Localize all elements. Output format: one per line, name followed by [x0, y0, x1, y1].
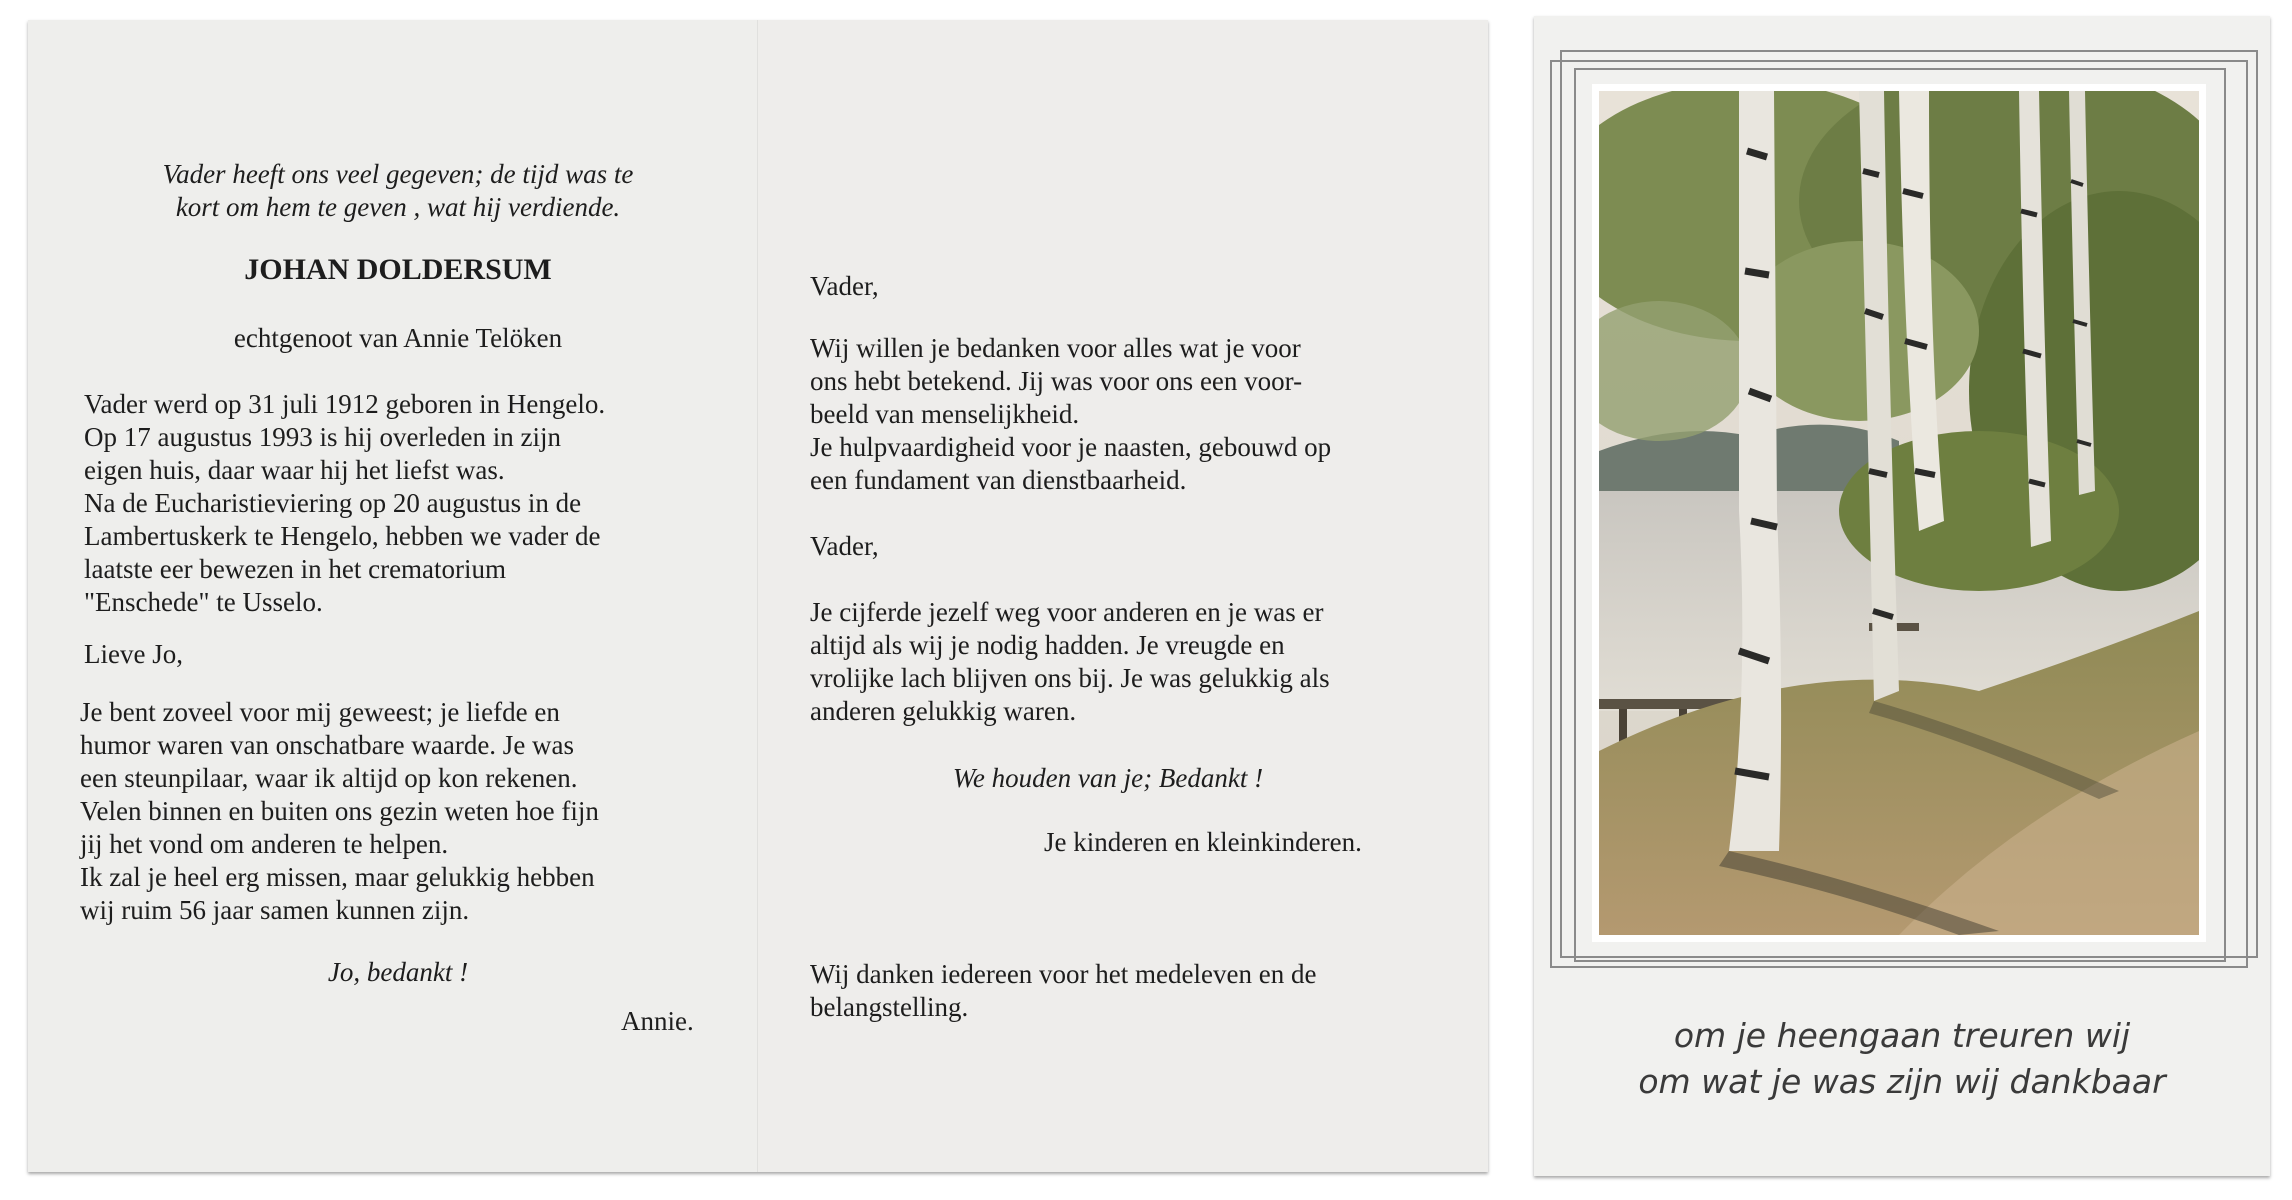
signature-annie: Annie.	[621, 1006, 694, 1036]
photo-card	[1534, 16, 2270, 1176]
bio-line: Vader werd op 31 juli 1912 geboren in Hengelo.	[84, 389, 606, 419]
bio-line: "Enschede" te Usselo.	[84, 587, 323, 617]
paragraph-line: een fundament van dienstbaarheid.	[810, 465, 1187, 495]
bio-line: eigen huis, daar waar hij het liefst was.	[84, 455, 505, 485]
salutation-jo: Lieve Jo,	[84, 639, 183, 669]
paragraph-line: anderen gelukkig waren.	[810, 696, 1077, 726]
thanks-line: Wij danken iedereen voor het medeleven en de	[810, 959, 1317, 989]
paragraph-line: beeld van menselijkheid.	[810, 399, 1080, 429]
message-line: Velen binnen en buiten ons gezin weten hoe fijn	[80, 796, 599, 826]
message-line: een steunpilaar, waar ik altijd op kon rekenen.	[80, 763, 578, 793]
bio-line: Op 17 augustus 1993 is hij overleden in zijn	[84, 422, 561, 452]
epigraph-line-2: kort om hem te geven , wat hij verdiende.	[175, 192, 621, 222]
caption-line-1: om je heengaan treuren wij	[1673, 1016, 2131, 1055]
bio-line: Na de Eucharistieviering op 20 augustus in de	[84, 488, 582, 518]
thanks-line: belangstelling.	[810, 992, 969, 1022]
salutation-vader-1: Vader,	[810, 271, 879, 301]
message-line: wij ruim 56 jaar samen kunnen zijn.	[80, 895, 470, 925]
right-page	[758, 20, 1488, 1172]
bio-line: laatste eer bewezen in het crematorium	[84, 554, 507, 584]
paragraph-line: Wij willen je bedanken voor alles wat je voor	[810, 333, 1301, 363]
deceased-name: JOHAN DOLDERSUM	[244, 253, 552, 286]
message-line: Ik zal je heel erg missen, maar gelukkig hebben	[80, 862, 595, 892]
paragraph-line: vrolijke lach blijven ons bij. Je was gelukkig als	[810, 663, 1330, 693]
signature-kinderen: Je kinderen en kleinkinderen.	[1044, 827, 1362, 857]
message-line: humor waren van onschatbare waarde. Je was	[80, 730, 575, 760]
message-line: jij het vond om anderen te helpen.	[80, 829, 449, 859]
paragraph-line: ons hebt betekend. Jij was voor ons een voor-	[810, 366, 1303, 396]
spouse-line: echtgenoot van Annie Telöken	[233, 323, 563, 353]
paragraph-line: altijd als wij je nodig hadden. Je vreugde en	[810, 630, 1285, 660]
paragraph-line: Je hulpvaardigheid voor je naasten, gebouwd op	[810, 432, 1332, 462]
epigraph-line-1: Vader heeft ons veel gegeven; de tijd was te	[162, 159, 634, 189]
closing-jo-bedankt: Jo, bedankt !	[327, 957, 469, 987]
closing-bedankt: We houden van je; Bedankt !	[952, 763, 1264, 793]
left-page	[28, 20, 758, 1172]
salutation-vader-2: Vader,	[810, 531, 879, 561]
bio-line: Lambertuskerk te Hengelo, hebben we vader de	[84, 521, 601, 551]
caption-line-2: om wat je was zijn wij dankbaar	[1638, 1062, 2166, 1101]
paragraph-line: Je cijferde jezelf weg voor anderen en je was er	[810, 597, 1324, 627]
memorial-card-spread	[28, 20, 1488, 1172]
birch-trees-by-lake-photo	[1592, 84, 2206, 942]
message-line: Je bent zoveel voor mij geweest; je liefde en	[80, 697, 560, 727]
